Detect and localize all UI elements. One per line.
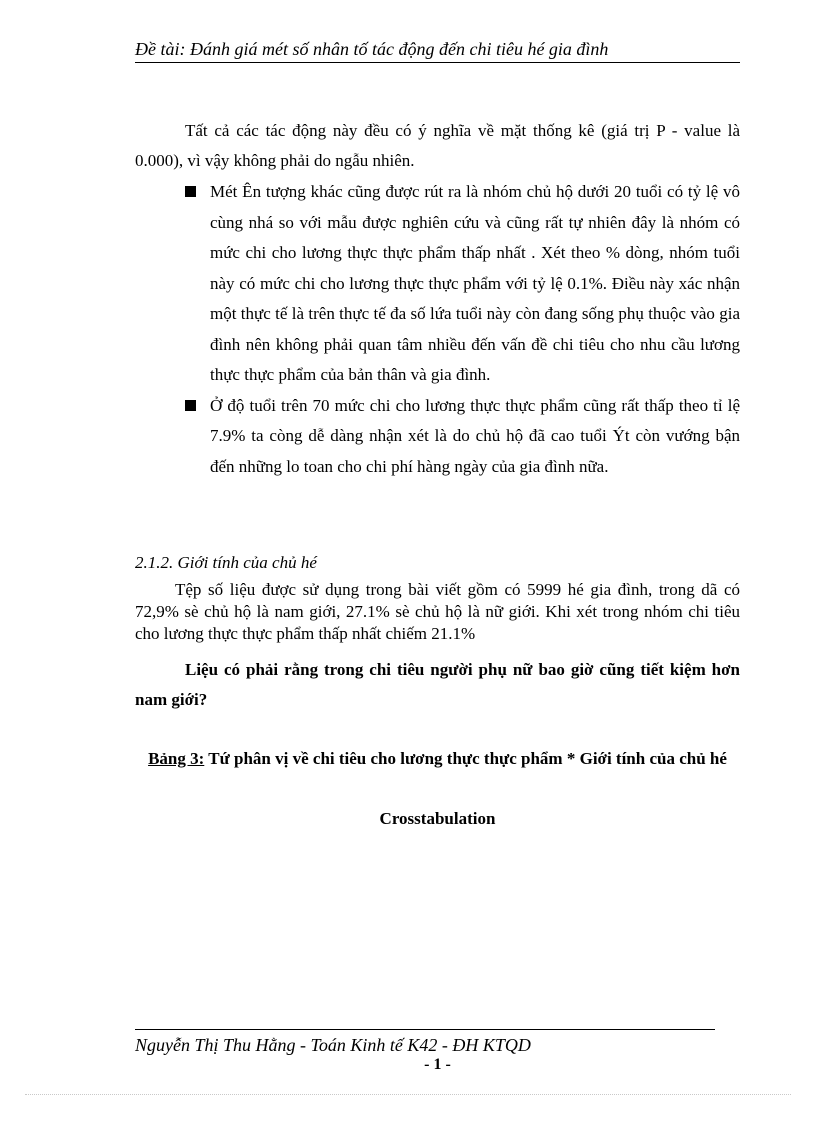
square-bullet-icon bbox=[185, 400, 196, 411]
bullet-item bbox=[185, 391, 740, 483]
bullet-item bbox=[185, 177, 740, 391]
page-number: - 1 - bbox=[424, 1056, 451, 1073]
bullet-text: Ở độ tuổi trên 70 mức chi cho lương thực thực phẩm cũng rất thấp theo tỉ lệ 7.9% ta còng dễ dàng nhận xét là do chủ hộ đã cao tuổi Ýt còn vướng bận đến những lo toan cho chi phí hàng ngày của gia đình nữa. bbox=[210, 395, 740, 476]
paragraph-question: Liệu có phải rằng trong chi tiêu người phụ nữ bao giờ cũng tiết kiệm hơn nam giới? bbox=[135, 660, 740, 709]
section-heading: 2.1.2. Giới tính của chủ hé bbox=[135, 553, 317, 572]
bullet-text: Mét Ên tượng khác cũng được rút ra là nhóm chủ hộ dưới 20 tuổi có tỷ lệ vô cùng nhá so với mẫu được nghiên cứu và cũng rất tự nhiên đây là nhóm có mức chi cho lương thực thực phẩm thấp nhất . Xét theo % dòng, nhóm tuổi này có mức chi cho lương thực thực phẩm với tỷ lệ 0.1%. Điều này xác nhận một thực tế là trên thực tế đa số lứa tuổi này còn đang sống phụ thuộc vào gia đình nên không phải quan tâm nhiều đến vấn đề chi tiêu cho nhu cầu lương thực thực phẩm của bản thân và gia đình. bbox=[210, 182, 740, 384]
table-caption-text: Tứ phân vị về chi tiêu cho lương thực thực phẩm * Giới tính của chủ hé bbox=[204, 749, 727, 768]
paragraph-data-description: Tệp số liệu được sử dụng trong bài viết gồm có 5999 hé gia đình, trong dã có 72,9% sè chủ hộ là nam giới, 27.1% sè chủ hộ là nữ giới. Khi xét trong nhóm chi tiêu cho lương thực thực phẩm thấp nhất chiếm 21.1% bbox=[135, 580, 740, 643]
page-header: Đề tài: Đánh giá mét số nhân tố tác động đến chi tiêu hé gia đình bbox=[135, 38, 740, 63]
square-bullet-icon bbox=[185, 186, 196, 197]
bullet-list bbox=[185, 177, 740, 482]
page-boundary bbox=[25, 1094, 791, 1095]
footer-divider bbox=[135, 1029, 715, 1030]
table-subtitle: Crosstabulation bbox=[379, 809, 496, 828]
footer-author: Nguyễn Thị Thu Hằng - Toán Kinh tế K42 - ĐH KTQD bbox=[135, 1035, 531, 1055]
paragraph-intro: Tất cả các tác động này đều có ý nghĩa về mặt thống kê (giá trị P - value là 0.000), vì vậy không phải do ngẫu nhiên. bbox=[135, 121, 740, 170]
table-caption bbox=[135, 744, 740, 774]
table-caption-label: Bảng 3: bbox=[148, 749, 205, 768]
